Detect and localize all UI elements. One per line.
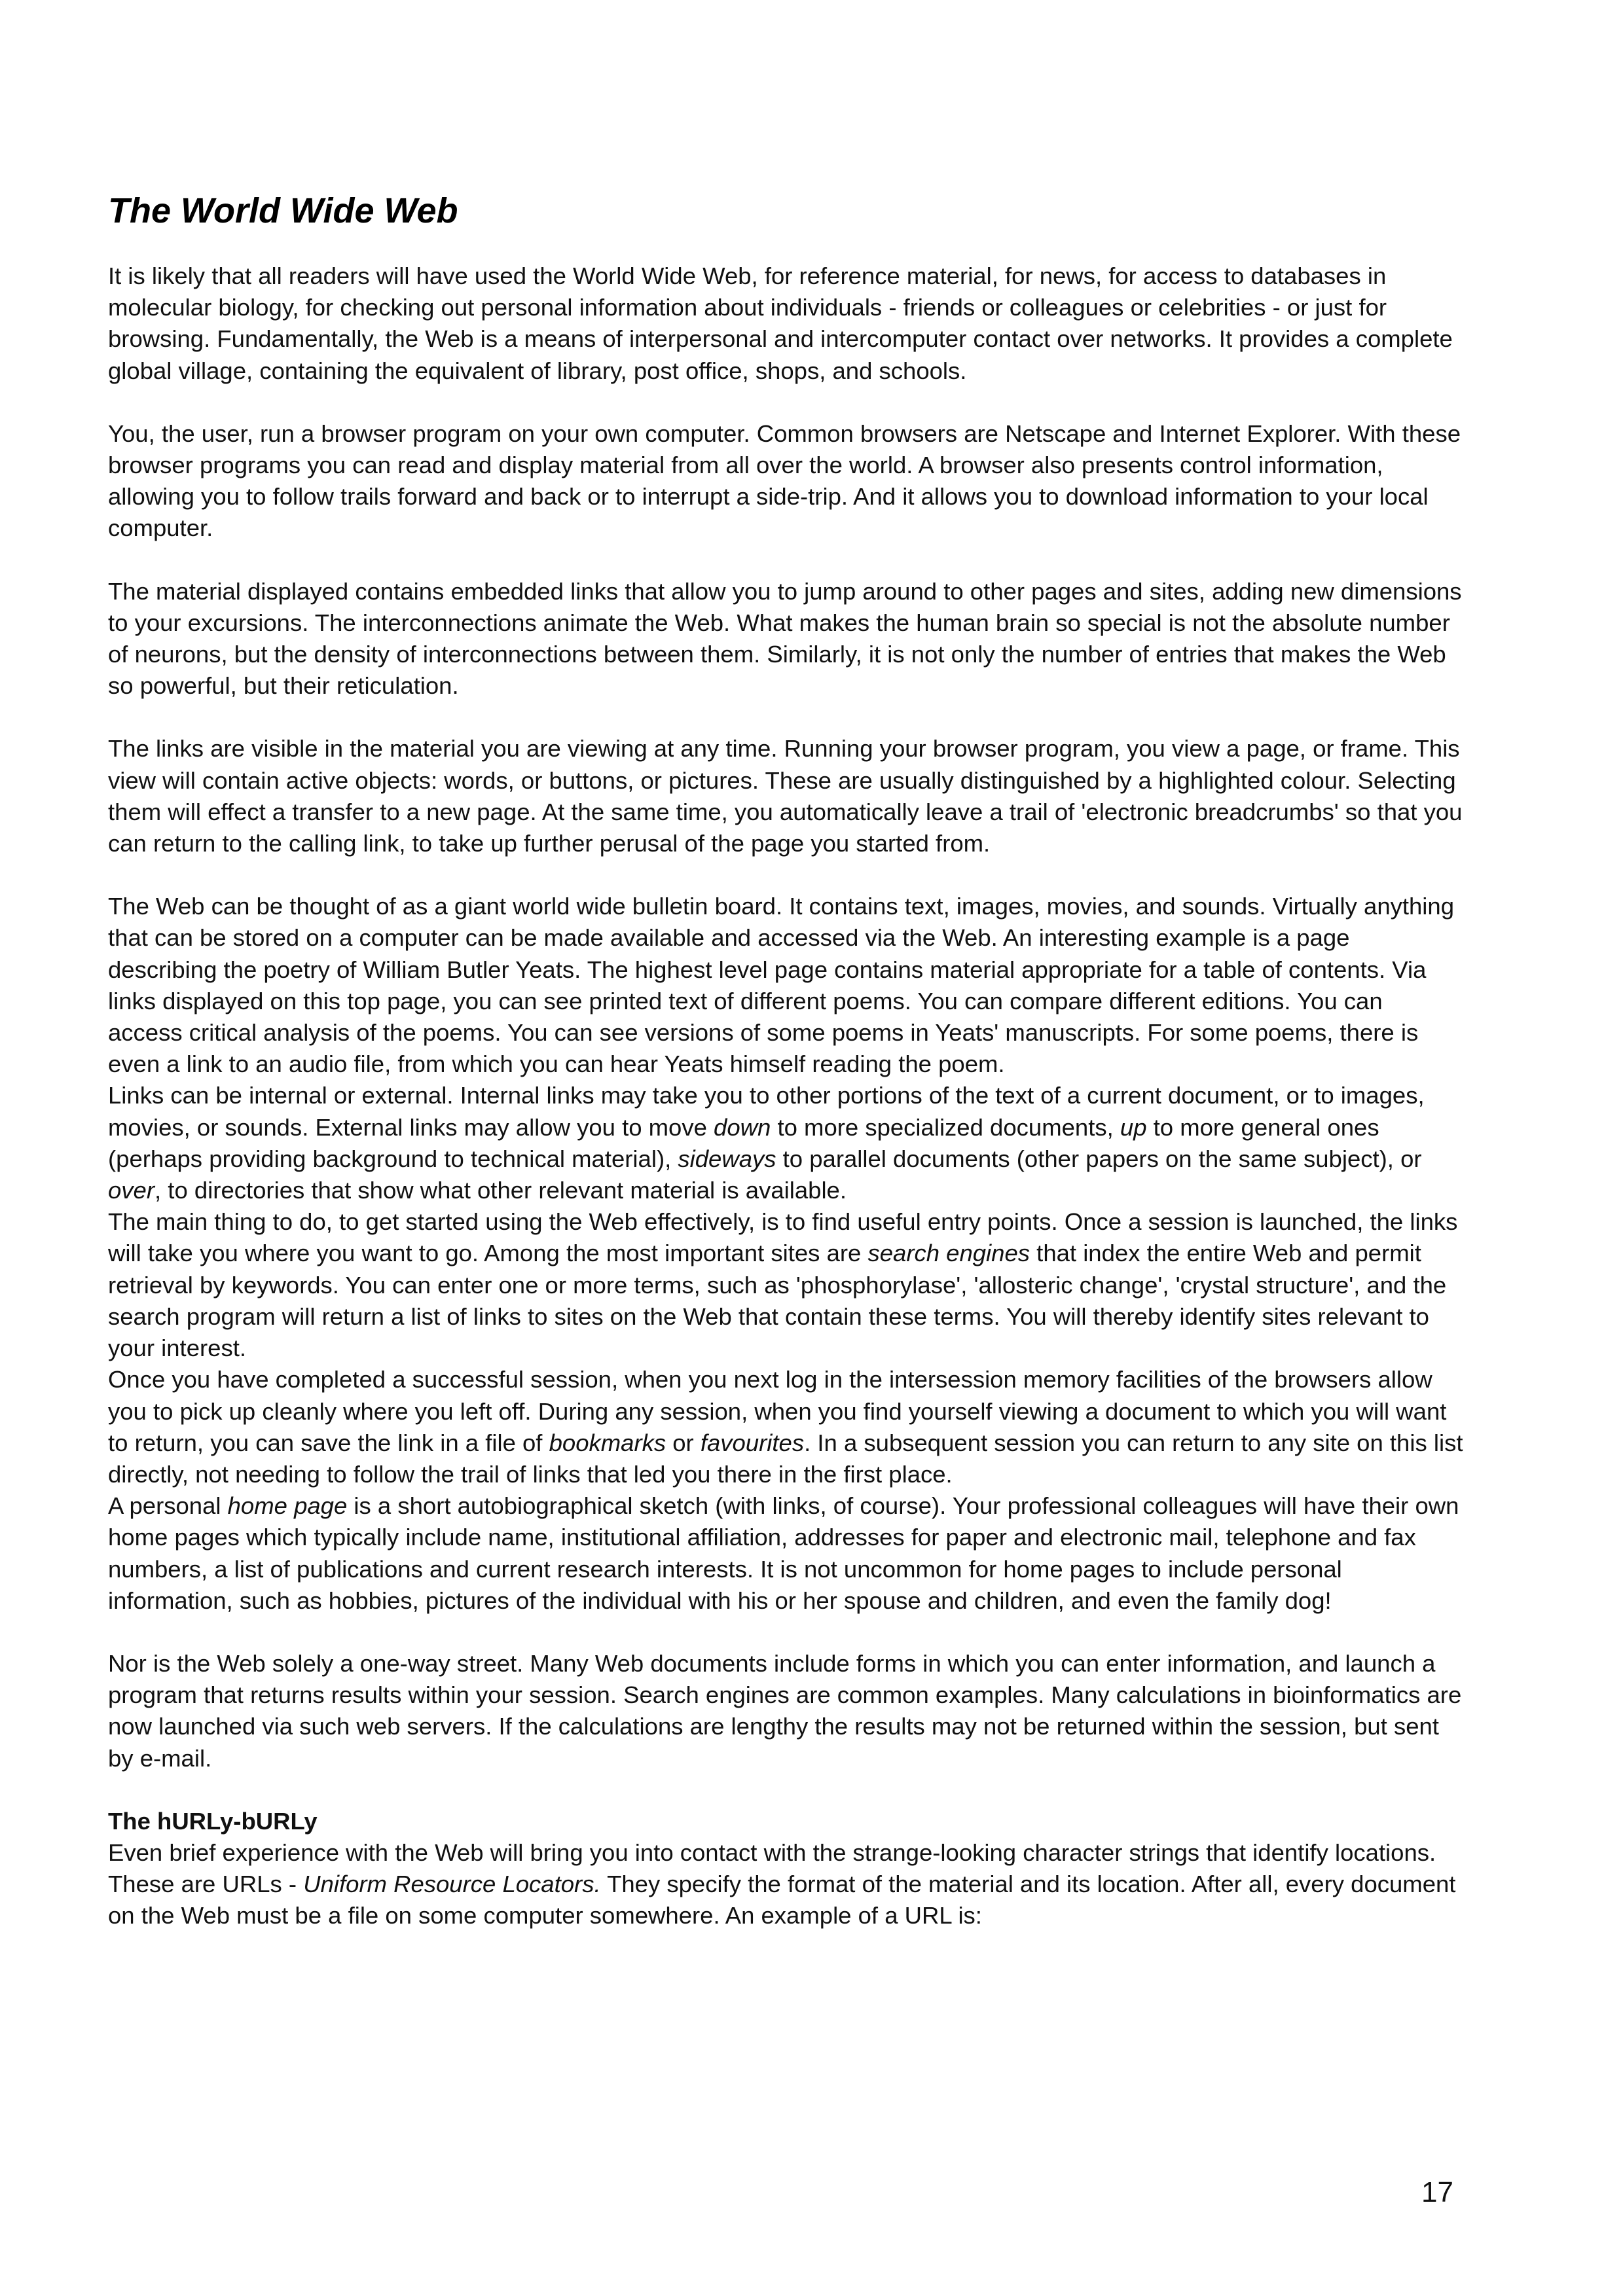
- emphasis-sideways: sideways: [678, 1145, 776, 1172]
- body-text: [108, 260, 1463, 1932]
- emphasis-over: over: [108, 1177, 155, 1204]
- paragraph-visible-links: The links are visible in the material you are viewing at any time. Running your browser program, you view a page, or frame. This view will contain active objects: words, or buttons, or pictures. These are usually distinguished by a highlighted colour. Selecting them will effect a transfer to a new page. At the same time, you automatically leave a trail of 'electronic breadcrumbs' so that you can return to the calling link, to take up further perusal of the page you started from.: [108, 735, 1463, 857]
- paragraph-bookmarks: Once you have completed a successful session, when you next log in the intersession memory facilities of the browsers allow you to pick up cleanly where you left off. During any session, when you find yourself viewing a document to which you will want to return, you can save the link in a file of bookmarks or favourites. In a subsequent session you can return to any site on this list directly, not needing to follow the trail of links that led you there in the first place.: [108, 1366, 1463, 1488]
- emphasis-favourites: favourites: [700, 1429, 805, 1456]
- paragraph-internal-external-links: Links can be internal or external. Internal links may take you to other portions of the text of a current document, or to images, movies, or sounds. External links may allow you to move down to more specialized documents, up to more general ones (perhaps providing background to technical material), sideways to parallel documents (other papers on the same subject), or over, to directories that show what other relevant material is available.: [108, 1082, 1425, 1204]
- emphasis-uniform-resource-locators: Uniform Resource Locators.: [303, 1871, 601, 1898]
- paragraph-intro: It is likely that all readers will have used the World Wide Web, for reference material, for news, for access to databases in molecular biology, for checking out personal information about individuals - friends or colleagues or celebrities - or just for browsing. Fundamentally, the Web is a means of interpersonal and intercomputer contact over networks. It provides a complete global village, containing the equivalent of library, post office, shops, and schools.: [108, 262, 1453, 384]
- emphasis-search-engines: search engines: [867, 1240, 1030, 1267]
- emphasis-bookmarks: bookmarks: [549, 1429, 666, 1456]
- paragraph-home-page: A personal home page is a short autobiographical sketch (with links, of course). Your professional colleagues will have their own home pages which typically include name, institutional affiliation, addresses for paper and electronic mail, telephone and fax numbers, a list of publications and current research interests. It is not uncommon for home pages to include personal information, such as hobbies, pictures of the individual with his or her spouse and children, and even the family dog!: [108, 1492, 1459, 1614]
- emphasis-down: down: [714, 1113, 771, 1141]
- paragraph-entry-points: The main thing to do, to get started using the Web effectively, is to find useful entry points. Once a session is launched, the links will take you where you want to go. Among the most important sites are search engines that index the entire Web and permit retrieval by keywords. You can enter one or more terms, such as 'phosphorylase', 'allosteric change', 'crystal structure', and the search program will return a list of links to sites on the Web that contain these terms. You will thereby identify sites relevant to your interest.: [108, 1208, 1458, 1362]
- page-number: 17: [1421, 2176, 1453, 2208]
- emphasis-home-page: home page: [227, 1492, 348, 1520]
- section-subheading: The hURLy-bURLy: [108, 1807, 318, 1835]
- paragraph-bulletin-board: The Web can be thought of as a giant world wide bulletin board. It contains text, images, movies, and sounds. Virtually anything that can be stored on a computer can be made available and accessed via the Web. An interesting example is a page describing the poetry of William Butler Yeats. The highest level page contains material appropriate for a table of contents. Via links displayed on this top page, you can see printed text of different poems. You can compare different editions. You can access critical analysis of the poems. You can see versions of some poems in Yeats' manuscripts. For some poems, there is even a link to an audio file, from which you can hear Yeats himself reading the poem.: [108, 893, 1455, 1078]
- page-title: The World Wide Web: [108, 191, 458, 230]
- paragraph-forms: Nor is the Web solely a one-way street. Many Web documents include forms in which you can enter information, and launch a program that returns results within your session. Search engines are common examples. Many calculations in bioinformatics are now launched via such web servers. If the calculations are lengthy the results may not be returned within the session, but sent by e-mail.: [108, 1649, 1462, 1772]
- emphasis-up: up: [1120, 1113, 1147, 1141]
- paragraph-urls: Even brief experience with the Web will bring you into contact with the strange-looking character strings that identify locations. These are URLs - Uniform Resource Locators. They specify the format of the material and its location. After all, every document on the Web must be a file on some computer somewhere. An example of a URL is:: [108, 1839, 1456, 1929]
- paragraph-browsers: You, the user, run a browser program on your own computer. Common browsers are Netscape and Internet Explorer. With these browser programs you can read and display material from all over the world. A browser also presents control information, allowing you to follow trails forward and back or to interrupt a side-trip. And it allows you to download information to your local computer.: [108, 420, 1461, 542]
- paragraph-embedded-links: The material displayed contains embedded links that allow you to jump around to other pages and sites, adding new dimensions to your excursions. The interconnections animate the Web. What makes the human brain so special is not the absolute number of neurons, but the density of interconnections between them. Similarly, it is not only the number of entries that makes the Web so powerful, but their reticulation.: [108, 577, 1462, 700]
